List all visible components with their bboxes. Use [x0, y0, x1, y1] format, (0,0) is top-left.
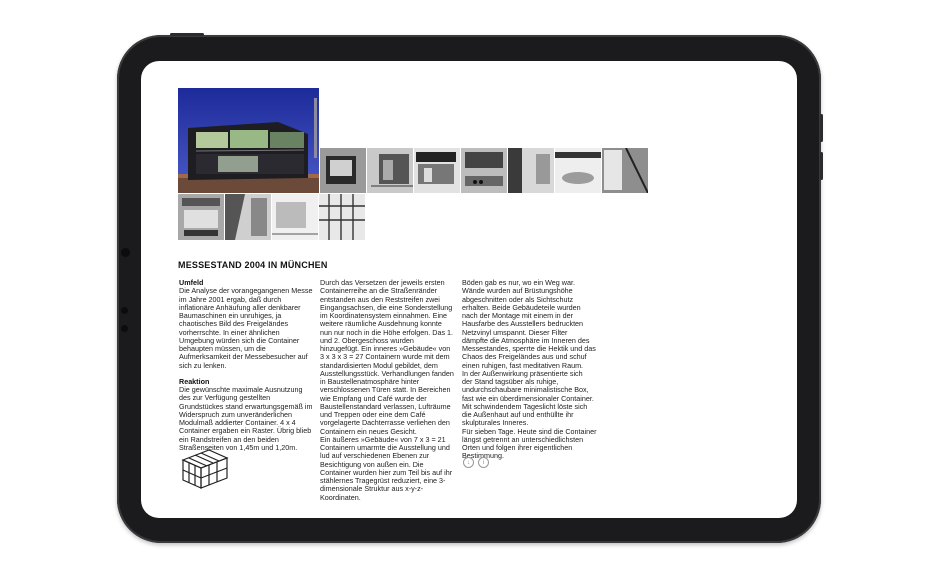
text-line: hinzugefügt. Ein inneres »Gebäude« von: [320, 344, 451, 353]
text-line: Modulmaß addierter Container. 4 x 4: [179, 418, 296, 427]
text-line: dämpfte die Atmosphäre im Inneren des: [462, 335, 590, 345]
hero-photo-image: [178, 88, 319, 193]
text-line: Container wurden hier zum Teil bis auf ihr: [320, 467, 453, 477]
text-line: Bestimmung.: [462, 451, 504, 461]
text-line: im Koordinatensystem einnahmen. Eine: [320, 311, 448, 320]
volume-button-2: [820, 152, 823, 180]
thumbnail-8-image: [178, 194, 224, 240]
tablet-screen: [141, 61, 797, 518]
text-line: verschlossenen Türen statt. In Bereichen: [320, 385, 451, 395]
thumbnail-10-image: [272, 194, 318, 240]
thumbnail-7[interactable]: [602, 148, 648, 193]
magnetic-connector-dot: [121, 307, 128, 314]
thumbnail-4-image: [461, 148, 507, 193]
thumbnail-5-image: [508, 148, 554, 193]
text-line: Koordinaten.: [320, 492, 361, 502]
text-line: erhalten. Beide Gebäudeteile wurden: [462, 302, 581, 312]
thumbnail-1[interactable]: [320, 148, 366, 193]
text-line: im Jahre 2001 ergab, daß durch: [179, 294, 282, 304]
text-line: Aufmerksamkeit der Messebesucher auf: [179, 352, 308, 362]
thumbnail-9-image: [225, 194, 271, 240]
text-line: lud auf verschiedenen Ebenen zur: [320, 451, 430, 461]
text-line: und Treppen oder eine dem Café: [320, 410, 426, 419]
text-line: Ausstellungsstück. Verhandlungen fanden: [320, 368, 454, 378]
text-line: Wände wurden auf Brüstungshöhe: [462, 286, 573, 296]
section-heading-reaktion: Reaktion: [179, 376, 210, 386]
thumbnail-3[interactable]: [414, 148, 460, 193]
text-line: sich zu lenken.: [179, 360, 227, 370]
text-line: Container ergaben ein Raster. Übrig blieb: [179, 426, 312, 436]
magnetic-connector-dot-2: [121, 325, 128, 332]
text-line: längst getrennt an unterschiedlichsten: [462, 434, 584, 444]
thumbnail-8[interactable]: [178, 194, 224, 240]
text-line: weitere räumliche Ausdehnung konnte: [320, 319, 442, 329]
text-line: nun nur noch in die Höhe erfolgen. Das 1.: [320, 327, 454, 337]
text-line: 3 x 3 x 3 = 27 Containern wurde mit dem: [320, 352, 450, 362]
text-line: Grundstückes stand erwartungsgemäß im: [179, 401, 313, 411]
text-line: Baustellenstandard verlassen, Lufträume: [320, 401, 451, 411]
text-line: stählernes Tragegrüst reduziert, eine 3-: [320, 476, 446, 485]
thumbnail-11[interactable]: [319, 194, 365, 240]
thumbnail-1-image: [320, 148, 366, 193]
text-line: und 2. Obergeschoss wurden: [320, 335, 414, 345]
thumbnail-7-image: [602, 148, 648, 193]
text-line: fast wie ein überdimensionaler Container.: [462, 393, 594, 403]
text-column-2: [320, 279, 460, 502]
text-line: chaotisches Bild des Freigeländes: [179, 319, 289, 329]
info-icon[interactable]: i: [478, 457, 489, 468]
text-line: Durch das Versetzen der jeweils ersten: [320, 278, 445, 287]
text-line: abgeschnitten oder als Sichtschutz: [462, 294, 574, 304]
text-line: wie Empfang und Café wurde der: [320, 393, 427, 403]
text-line: In der Außenwirkung präsentierte sich: [462, 368, 583, 378]
thumbnail-11-image: [319, 194, 365, 240]
text-line: der Stand tagsüber als ruhige,: [462, 377, 559, 386]
text-line: die Außenhaut auf und enthüllte ihr: [462, 410, 574, 419]
text-line: Die gewünschte maximale Ausnutzung: [179, 385, 303, 394]
top-button: [170, 33, 204, 36]
container-grid-drawing: [179, 446, 231, 492]
text-line: inflationäre Anhäufung aller denkbarer: [179, 302, 301, 312]
text-line: Orten und folgen ihrer eigentlichen: [462, 443, 573, 452]
text-line: des zur Verfügung gestellten: [179, 393, 271, 403]
thumbnail-9[interactable]: [225, 194, 271, 240]
text-line: Baumaschinen ein unruhiges, ja: [179, 311, 282, 320]
thumbnail-10[interactable]: [272, 194, 318, 240]
text-line: Chaos des Freigeländes aus und schuf: [462, 352, 587, 362]
text-line: ein Randstreifen an den beiden: [179, 434, 279, 444]
text-line: Widerspruch zum unveränderlichen: [179, 409, 293, 419]
text-line: Mit schwindendem Tageslicht löste sich: [462, 401, 588, 411]
thumbnail-6[interactable]: [555, 148, 601, 193]
text-line: vorgelagerte Dachterrasse verliehen den: [320, 418, 450, 428]
thumbnail-4[interactable]: [461, 148, 507, 193]
text-line: vorherrschte. In einer ähnlichen: [179, 327, 280, 337]
text-line: dimensionale Struktur aus x-y-z-: [320, 484, 424, 494]
text-line: entstanden aus den Reststreifen zwei: [320, 294, 440, 304]
text-line: Böden gab es nur, wo ein Weg war.: [462, 278, 575, 287]
thumbnail-6-image: [555, 148, 601, 193]
text-line: behaupten müssen, um die: [179, 344, 266, 353]
section-heading-umfeld: Umfeld: [179, 278, 204, 287]
text-line: Straßenseiten von 1,45m und 1,20m.: [179, 442, 298, 452]
text-line: Die Analyse der vorangegangenen Messe: [179, 286, 313, 296]
text-column-1: [179, 279, 319, 452]
text-line: Netzvinyl umspannt. Dieser Filter: [462, 327, 568, 337]
text-line: Containern umarmte die Ausstellung und: [320, 443, 450, 452]
text-line: Eingangsachsen, die eine Sonderstellung: [320, 302, 453, 312]
text-line: einen ruhigen, fast meditativen Raum.: [462, 360, 584, 370]
container-grid-icon: [179, 446, 231, 492]
action-icons: [463, 457, 489, 468]
text-line: Messestandes, sperrte die Hektik und das: [462, 344, 596, 353]
text-line: standardisierten Modul gebildet, dem: [320, 360, 438, 370]
thumbnail-2[interactable]: [367, 148, 413, 193]
page-title: MESSESTAND 2004 IN MÜNCHEN: [178, 260, 328, 270]
text-line: skulpturales Inneres.: [462, 418, 529, 428]
volume-button: [820, 114, 823, 142]
text-line: Hausfarbe des Ausstellers bedruckten: [462, 319, 584, 329]
text-line: undurchschaubare minimalistische Box,: [462, 385, 589, 395]
text-line: Containern ein neues Gesicht.: [320, 426, 417, 436]
text-column-3: [462, 279, 606, 461]
side-camera-dot: [121, 248, 130, 257]
text-line: Ein äußeres »Gebäude« von 7 x 3 = 21: [320, 434, 446, 444]
thumbnail-5[interactable]: [508, 148, 554, 193]
thumbnail-3-image: [414, 148, 460, 193]
text-line: Für sieben Tage. Heute sind die Container: [462, 426, 597, 436]
text-line: in Baustellenatmosphäre hinter: [320, 377, 420, 386]
text-line: Umgebung würden sich die Container: [179, 335, 300, 345]
thumbnail-2-image: [367, 148, 413, 193]
text-line: Containerreihe an die Straßenränder: [320, 286, 438, 296]
hero-photo[interactable]: [178, 88, 319, 193]
download-icon[interactable]: ↓: [463, 457, 474, 468]
text-line: nach der Montage mit einem in der: [462, 311, 574, 320]
text-line: Besichtigung von außen ein. Die: [320, 459, 424, 469]
